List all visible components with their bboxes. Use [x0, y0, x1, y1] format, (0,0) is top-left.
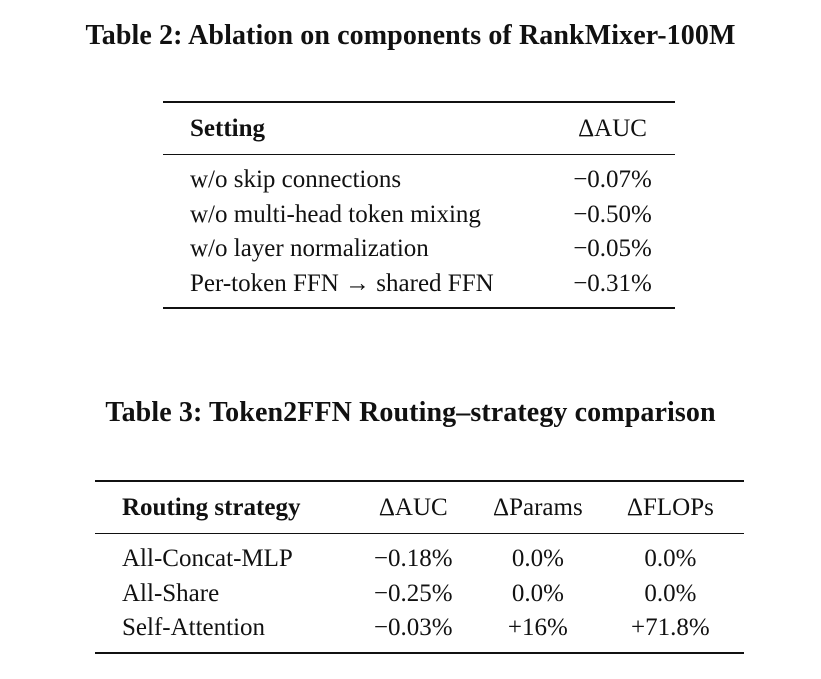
row-delta-params: 0.0%	[511, 545, 564, 573]
table-row	[163, 155, 675, 198]
header-setting: Setting	[190, 114, 265, 142]
table-row	[95, 534, 744, 577]
row-delta-params: 0.0%	[511, 579, 564, 607]
row-delta-auc: −0.03%	[373, 614, 453, 642]
table-row	[163, 198, 675, 233]
table-2-caption: Table 2: Ablation on components of RankMixer-100M	[85, 20, 736, 51]
row-delta-flops: 0.0%	[644, 579, 697, 607]
row-delta-params: +16%	[507, 614, 568, 642]
header-delta-auc: ΔAUC	[378, 493, 448, 521]
row-delta-flops: +71.8%	[631, 614, 710, 642]
routing-strategy-table	[95, 480, 744, 654]
row-setting: w/o layer normalization	[190, 235, 429, 263]
table-row	[163, 232, 675, 267]
header-delta-params: ΔParams	[493, 493, 583, 521]
header-delta-flops: ΔFLOPs	[626, 493, 714, 521]
row-strategy: Self-Attention	[122, 614, 266, 642]
table-header-row	[163, 102, 675, 155]
row-setting: Per-token FFN → shared FFN	[190, 269, 494, 297]
header-delta-auc: ΔAUC	[578, 114, 647, 142]
row-delta-auc: −0.18%	[373, 545, 453, 573]
table-3-caption: Table 3: Token2FFN Routing–strategy comparison	[105, 397, 716, 428]
ablation-table	[163, 101, 675, 309]
row-delta-flops: 0.0%	[644, 545, 697, 573]
row-setting: w/o skip connections	[190, 166, 402, 194]
table-row	[163, 267, 675, 309]
table-row	[95, 611, 744, 653]
row-setting: w/o multi-head token mixing	[190, 200, 481, 228]
row-delta-auc: −0.25%	[373, 579, 453, 607]
row-delta-auc: −0.05%	[573, 235, 652, 263]
header-routing-strategy: Routing strategy	[122, 493, 301, 521]
row-delta-auc: −0.50%	[573, 200, 652, 228]
row-strategy: All-Share	[122, 579, 220, 607]
row-delta-auc: −0.31%	[573, 269, 652, 297]
row-delta-auc: −0.07%	[573, 166, 652, 194]
table-header-row	[95, 481, 744, 534]
row-strategy: All-Concat-MLP	[122, 545, 293, 573]
table-row	[95, 577, 744, 612]
